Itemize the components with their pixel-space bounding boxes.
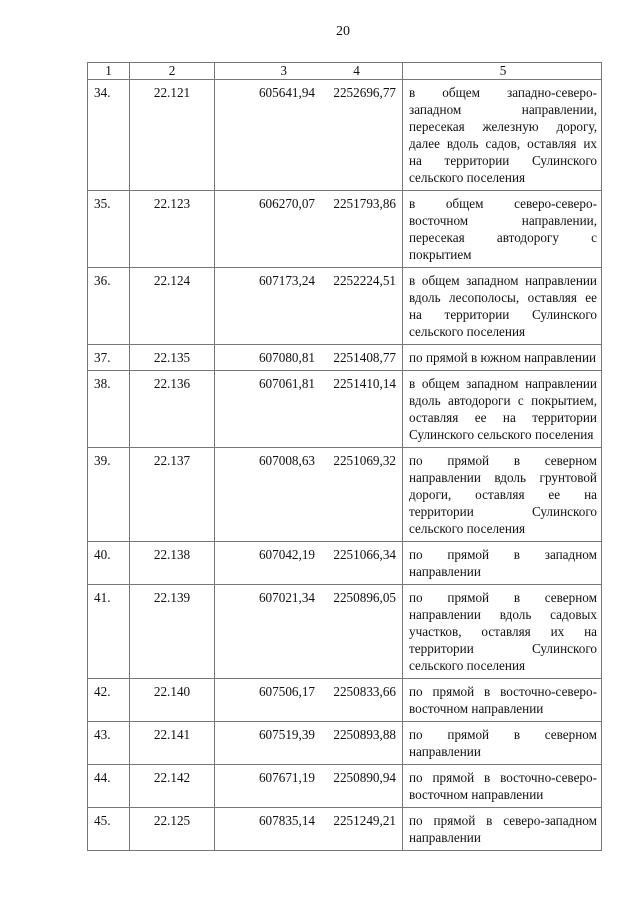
coordinate-x: 607173,24 — [215, 268, 318, 345]
boundary-description: по прямой в западном направлении — [403, 542, 602, 585]
coordinate-y: 2252224,51 — [317, 268, 403, 345]
coordinate-x: 607080,81 — [215, 345, 318, 371]
row-number: 43. — [88, 722, 130, 765]
header-col-3: 3 — [215, 63, 318, 80]
point-number: 22.142 — [130, 765, 215, 808]
table-row — [88, 585, 602, 679]
table-row — [88, 191, 602, 268]
table-body — [88, 80, 602, 851]
coordinate-y: 2251793,86 — [317, 191, 403, 268]
row-number: 36. — [88, 268, 130, 345]
coordinate-x: 607835,14 — [215, 808, 318, 851]
coordinate-y: 2251066,34 — [317, 542, 403, 585]
coordinate-y: 2252696,77 — [317, 80, 403, 191]
point-number: 22.140 — [130, 679, 215, 722]
row-number: 45. — [88, 808, 130, 851]
coordinate-y: 2250893,88 — [317, 722, 403, 765]
point-number: 22.138 — [130, 542, 215, 585]
table-row — [88, 679, 602, 722]
coordinate-x: 607042,19 — [215, 542, 318, 585]
row-number: 41. — [88, 585, 130, 679]
header-col-2: 2 — [130, 63, 215, 80]
table-row — [88, 371, 602, 448]
point-number: 22.124 — [130, 268, 215, 345]
table-row — [88, 80, 602, 191]
boundary-description: по прямой в северном направлении — [403, 722, 602, 765]
boundary-description: по прямой в северном направлении вдоль грунтовой дороги, оставляя ее на территории Сулинского сельского поселения — [403, 448, 602, 542]
point-number: 22.121 — [130, 80, 215, 191]
row-number: 35. — [88, 191, 130, 268]
row-number: 44. — [88, 765, 130, 808]
table-row — [88, 345, 602, 371]
coordinate-x: 607519,39 — [215, 722, 318, 765]
boundary-description: по прямой в восточно-северо-восточном направлении — [403, 765, 602, 808]
point-number: 22.139 — [130, 585, 215, 679]
header-col-5: 5 — [403, 63, 602, 80]
coordinate-x: 605641,94 — [215, 80, 318, 191]
point-number: 22.137 — [130, 448, 215, 542]
boundary-description: в общем западном направлении вдоль автодороги с покрытием, оставляя ее на территории Сулинского сельского поселения — [403, 371, 602, 448]
coordinate-x: 607061,81 — [215, 371, 318, 448]
coordinate-y: 2251410,14 — [317, 371, 403, 448]
table-row — [88, 268, 602, 345]
coordinate-x: 607008,63 — [215, 448, 318, 542]
boundary-description: по прямой в южном направлении — [403, 345, 602, 371]
table-row — [88, 722, 602, 765]
coordinate-y: 2251069,32 — [317, 448, 403, 542]
table-row — [88, 808, 602, 851]
coordinate-y: 2251249,21 — [317, 808, 403, 851]
row-number: 39. — [88, 448, 130, 542]
table-row — [88, 765, 602, 808]
coordinate-y: 2250896,05 — [317, 585, 403, 679]
coordinate-x: 607021,34 — [215, 585, 318, 679]
boundary-description: в общем западно-северо-западном направлении, пересекая железную дорогу, далее вдоль садов, оставляя их на территории Сулинского сельского поселения — [403, 80, 602, 191]
point-number: 22.125 — [130, 808, 215, 851]
point-number: 22.135 — [130, 345, 215, 371]
coordinate-x: 607671,19 — [215, 765, 318, 808]
row-number: 42. — [88, 679, 130, 722]
boundary-points-table — [87, 62, 602, 851]
row-number: 40. — [88, 542, 130, 585]
coordinate-x: 607506,17 — [215, 679, 318, 722]
table-row — [88, 448, 602, 542]
header-col-4: 4 — [317, 63, 403, 80]
boundary-description: по прямой в восточно-северо-восточном направлении — [403, 679, 602, 722]
row-number: 37. — [88, 345, 130, 371]
table-row — [88, 542, 602, 585]
coordinate-y: 2250833,66 — [317, 679, 403, 722]
boundary-description: по прямой в северном направлении вдоль садовых участков, оставляя их на территории Сулинского сельского поселения — [403, 585, 602, 679]
row-number: 38. — [88, 371, 130, 448]
boundary-description: в общем западном направлении вдоль лесополосы, оставляя ее на территории Сулинского сельского поселения — [403, 268, 602, 345]
page-number: 20 — [336, 24, 350, 39]
coordinate-x: 606270,07 — [215, 191, 318, 268]
point-number: 22.123 — [130, 191, 215, 268]
boundary-description: по прямой в северо-западном направлении — [403, 808, 602, 851]
table-header-row — [88, 63, 602, 80]
point-number: 22.141 — [130, 722, 215, 765]
row-number: 34. — [88, 80, 130, 191]
header-col-1: 1 — [88, 63, 130, 80]
coordinate-y: 2250890,94 — [317, 765, 403, 808]
boundary-description: в общем северо-северо-восточном направлении, пересекая автодорогу с покрытием — [403, 191, 602, 268]
coordinate-y: 2251408,77 — [317, 345, 403, 371]
point-number: 22.136 — [130, 371, 215, 448]
